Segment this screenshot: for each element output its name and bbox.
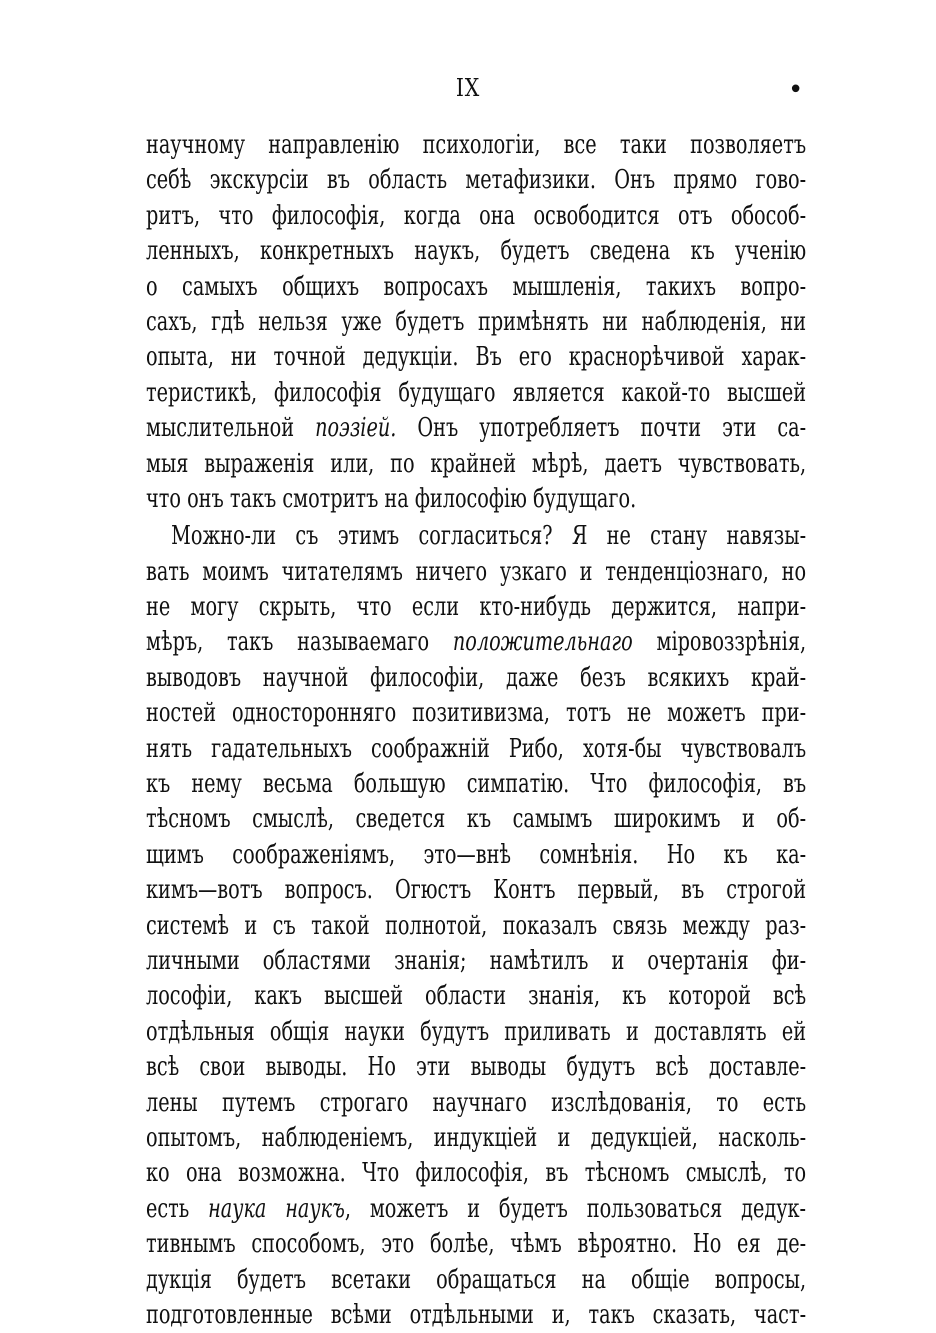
- text-run: лены путемъ строгаго научнаго изслѣдованія, то есть: [146, 1087, 807, 1118]
- text-line: [146, 1050, 806, 1085]
- text-line: [146, 767, 806, 802]
- text-run: ко она возможна. Что философія, въ тѣсномъ смыслѣ, то: [146, 1158, 807, 1189]
- text-run: отдѣльныя общія науки будутъ приливать и доставлять ей: [146, 1016, 807, 1047]
- text-line: [146, 1298, 806, 1333]
- text-run: ленныхъ, конкретныхъ наукъ, будетъ сведена къ ученію: [146, 236, 807, 267]
- text-line: [146, 447, 806, 482]
- text-run: подготовленные всѣми отдѣльными и, такъ сказать, част-: [146, 1299, 807, 1330]
- emphasized-text: поэзіей.: [315, 413, 397, 444]
- text-run: щимъ соображеніямъ, это—внѣ сомнѣнія. Но къ ка-: [146, 839, 807, 870]
- text-line: [146, 411, 806, 446]
- page-number: IX: [455, 74, 481, 102]
- text-run: нять гадательныхъ соображній Рибо, хотя-бы чувствовалъ: [146, 733, 807, 764]
- text-run: кимъ—вотъ вопросъ. Огюстъ Контъ первый, въ строгой: [146, 875, 807, 906]
- paragraph: [146, 128, 806, 517]
- text-line: [146, 661, 806, 696]
- text-line: [146, 590, 806, 625]
- text-run: мыя выраженія или, по крайней мѣрѣ, даетъ чувствовать,: [146, 448, 807, 479]
- text-run: ритъ, что философія, когда она освободится отъ обособ-: [146, 200, 807, 231]
- text-line: [146, 376, 806, 411]
- text-run: сахъ, гдѣ нельзя уже будетъ примѣнять ни наблюденія, ни: [146, 306, 807, 337]
- emphasized-text: наука наукъ: [208, 1193, 345, 1224]
- text-line: [146, 555, 806, 590]
- text-line: [146, 909, 806, 944]
- text-line: [146, 270, 806, 305]
- text-run: тивнымъ способомъ, это болѣе, чѣмъ вѣроятно. Но ея де-: [146, 1229, 807, 1260]
- text-run: тѣсномъ смыслѣ, сведется къ самымъ широкимъ и об-: [146, 804, 807, 835]
- text-line: [146, 305, 806, 340]
- text-run: научному направленію психологіи, все таки позволяетъ: [146, 130, 807, 160]
- text-line: [146, 979, 806, 1014]
- text-line: [146, 1227, 806, 1262]
- text-line: [146, 696, 806, 731]
- text-run: выводовъ научной философіи, даже безъ всякихъ край-: [146, 662, 807, 693]
- text-run: есть: [146, 1193, 209, 1224]
- text-run: лософіи, какъ высшей области знанія, къ которой всѣ: [146, 981, 807, 1012]
- emphasized-text: положительнаго: [452, 627, 633, 658]
- text-line: [146, 1263, 806, 1298]
- text-line: [146, 234, 806, 269]
- text-line: [146, 732, 806, 767]
- printer-mark: •: [788, 75, 804, 105]
- text-line: [146, 802, 806, 837]
- text-line: [146, 1156, 806, 1191]
- text-run: Можно-ли съ этимъ согласиться? Я не стану навязы-: [171, 521, 807, 552]
- paragraph: [146, 519, 806, 1333]
- text-line: [146, 128, 806, 163]
- text-run: не могу скрыть, что если кто-нибудь держится, напри-: [146, 592, 807, 623]
- text-run: Онъ употребляетъ почти эти са-: [396, 413, 807, 444]
- text-run: къ нему весьма большую симпатію. Что философія, въ: [146, 769, 807, 800]
- text-line: [146, 519, 806, 554]
- text-line: [146, 838, 806, 873]
- text-run: что онъ такъ смотритъ на философію будущаго.: [146, 483, 637, 514]
- body-text: [146, 128, 806, 1333]
- text-run: мѣръ, такъ называемаго: [146, 627, 453, 658]
- text-line: [146, 625, 806, 660]
- text-line: [146, 482, 806, 517]
- text-line: [146, 944, 806, 979]
- text-line: [146, 1121, 806, 1156]
- text-run: опыта, ни точной дедукціи. Въ его краснорѣчивой харак-: [146, 342, 807, 373]
- text-run: опытомъ, наблюденіемъ, индукціей и дедукціей, насколь-: [146, 1122, 807, 1153]
- text-run: личными областями знанія; намѣтилъ и очертанія фи-: [146, 945, 807, 976]
- text-line: [146, 873, 806, 908]
- text-run: ностей односторонняго позитивизма, тотъ не можетъ при-: [146, 698, 807, 729]
- text-run: дукція будетъ всетаки обращаться на общіе вопросы,: [146, 1264, 807, 1295]
- text-run: мыслительной: [146, 413, 316, 444]
- text-line: [146, 199, 806, 234]
- text-run: , можетъ и будетъ пользоваться дедук-: [344, 1193, 807, 1224]
- text-run: системѣ и съ такой полнотой, показалъ связь между раз-: [146, 910, 807, 941]
- text-run: себѣ экскурсіи въ область метафизики. Онъ прямо гово-: [146, 165, 807, 196]
- text-run: всѣ свои выводы. Но эти выводы будутъ всѣ доставле-: [146, 1052, 807, 1083]
- text-line: [146, 340, 806, 375]
- text-run: вать моимъ читателямъ ничего узкаго и тенденціознаго, но: [146, 556, 807, 587]
- text-run: о самыхъ общихъ вопросахъ мышленія, такихъ вопро-: [146, 271, 807, 302]
- text-line: [146, 1015, 806, 1050]
- text-line: [146, 163, 806, 198]
- text-line: [146, 1086, 806, 1121]
- text-line: [146, 1192, 806, 1227]
- text-run: теристикѣ, философія будущаго является какой-то высшей: [146, 377, 807, 408]
- text-run: міровоззрѣнія,: [632, 627, 807, 658]
